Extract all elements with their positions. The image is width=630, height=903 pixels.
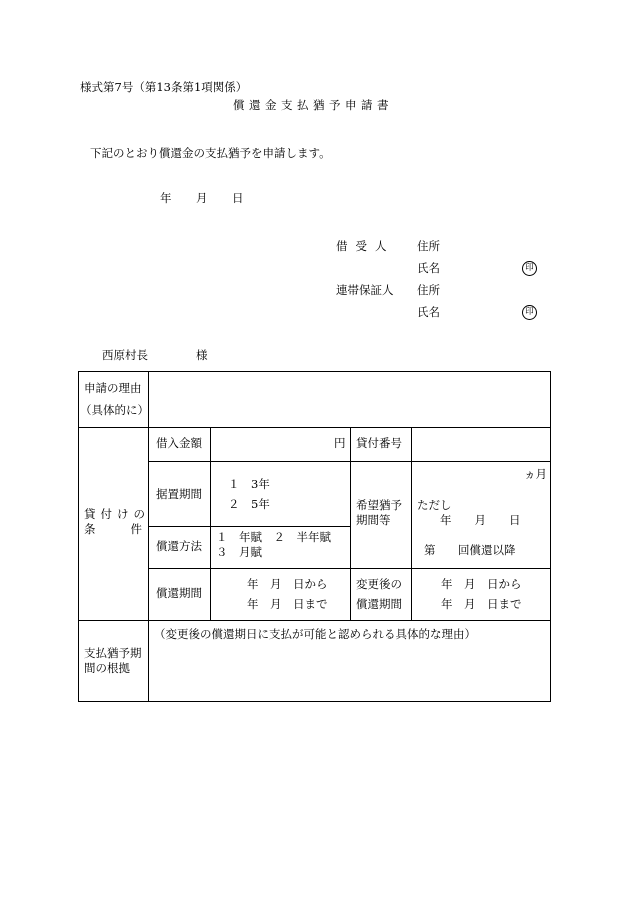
- date-day: 日: [232, 191, 244, 205]
- however-text: ただし: [417, 498, 452, 512]
- guarantor-address-label: 住所: [417, 283, 440, 297]
- table-rule: [550, 371, 551, 702]
- period-to: 年 月 日まで: [247, 597, 328, 611]
- nth-repayment: 回償還以降: [458, 543, 516, 557]
- form-number: 様式第7号（第13条第1項関係）: [80, 80, 248, 94]
- basis-note: （変更後の償還期日に支払が可能と認められる具体的な理由）: [154, 627, 476, 641]
- seal-mark: 印: [522, 261, 537, 276]
- table-rule: [78, 371, 79, 702]
- changed-period-label: 変更後の: [356, 577, 402, 591]
- conditions-label: 貸付けの: [84, 507, 150, 521]
- requested-period-label: 期間等: [356, 513, 391, 527]
- date-fields: 年 月 日: [440, 513, 521, 527]
- loan-amount-label: 借入金額: [156, 436, 202, 450]
- reason-label: （具体的に）: [80, 403, 149, 417]
- table-rule: [210, 427, 211, 621]
- grace-period-label: 据置期間: [156, 487, 202, 501]
- document-title: 償還金支払猶予申請書: [233, 98, 393, 112]
- table-rule: [148, 371, 149, 702]
- method-options: １ 年賦 ２ 半年賦: [216, 530, 331, 544]
- guarantor-name-label: 氏名: [417, 305, 440, 319]
- borrower-label: 借受人: [336, 239, 395, 253]
- repayment-method-label: 償還方法: [156, 539, 202, 553]
- table-rule: [148, 526, 351, 527]
- reason-label: 申請の理由: [84, 381, 142, 395]
- date-month: 月: [196, 191, 208, 205]
- yen-unit: 円: [334, 436, 346, 450]
- period-from: 年 月 日から: [247, 577, 328, 591]
- basis-label: 支払猶予期: [84, 646, 142, 660]
- grace-option: １ 3年: [228, 477, 270, 491]
- borrower-name-label: 氏名: [417, 261, 440, 275]
- changed-period-to: 年 月 日まで: [441, 597, 522, 611]
- borrower-address-label: 住所: [417, 239, 440, 253]
- application-table: [78, 371, 551, 702]
- repayment-period-label: 償還期間: [156, 586, 202, 600]
- grace-option: ２ 5年: [228, 497, 270, 511]
- conditions-label: 条 件: [84, 522, 146, 536]
- basis-label: 間の根拠: [84, 661, 130, 675]
- requested-period-label: 希望猶予: [356, 498, 402, 512]
- nth-repayment: 第: [424, 543, 436, 557]
- seal-mark: 印: [522, 305, 537, 320]
- changed-period-label: 償還期間: [356, 597, 402, 611]
- intro-text: 下記のとおり償還金の支払猶予を申請します。: [90, 146, 331, 160]
- table-rule: [411, 427, 412, 621]
- method-options: ３ 月賦: [216, 545, 262, 559]
- date-year: 年: [160, 191, 172, 205]
- table-rule: [350, 427, 351, 621]
- guarantor-label: 連帯保証人: [336, 283, 394, 297]
- addressee-name: 西原村長: [102, 348, 148, 362]
- addressee-suffix: 様: [196, 348, 208, 362]
- changed-period-from: 年 月 日から: [441, 577, 522, 591]
- months-unit: ヵ月: [524, 467, 547, 481]
- loan-number-label: 貸付番号: [356, 436, 402, 450]
